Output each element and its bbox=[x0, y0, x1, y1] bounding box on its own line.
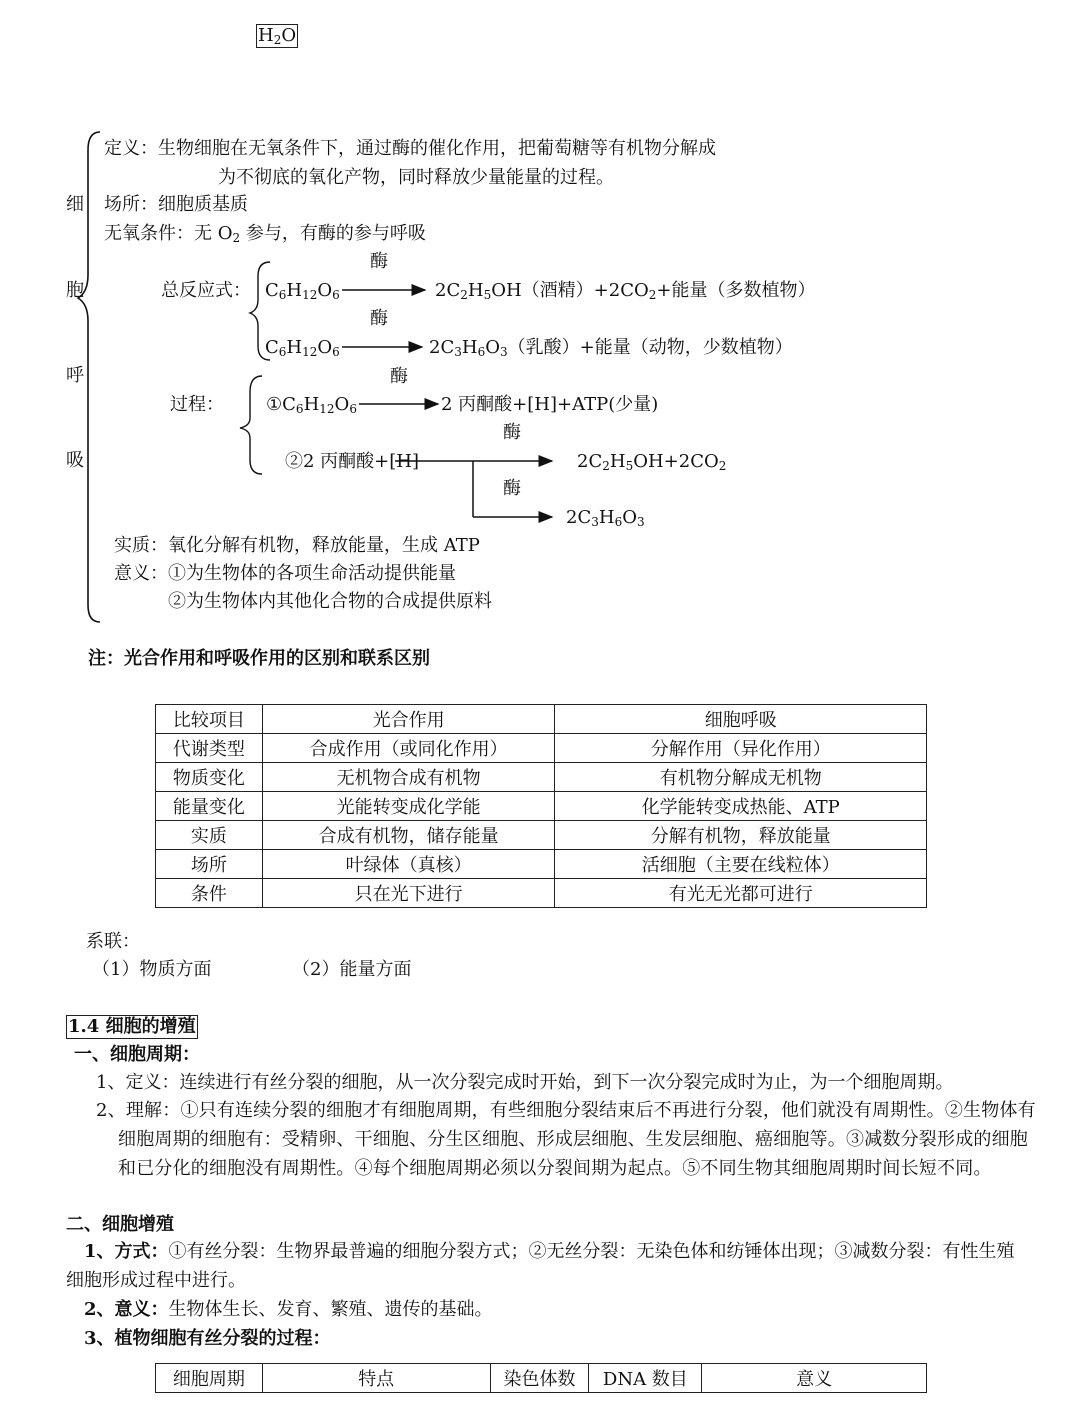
condition-text: 无氧条件：无 $O_2$ 参与，有酶的参与呼吸 bbox=[104, 223, 426, 245]
meaning-text: 生物体生长、发育、繁殖、遗传的基础。 bbox=[168, 1299, 493, 1320]
process-step-2-product-2: $2C_3H_6O_3$ bbox=[566, 507, 645, 529]
process-step-2-product-1: $2C_2H_5OH+2CO_2$ bbox=[577, 451, 727, 473]
table-cell: 有光无光都可进行 bbox=[555, 879, 927, 908]
table-row bbox=[156, 734, 927, 763]
table-header-cell: 细胞呼吸 bbox=[555, 705, 927, 734]
method-text: ①有丝分裂：生物界最普遍的细胞分裂方式；②无丝分裂：无染色体和纺锤体出现；③减数分裂：有性生殖细胞形成过程中进行。 bbox=[66, 1241, 1015, 1291]
section-title: 1.4 细胞的增殖 bbox=[68, 1016, 196, 1037]
table-cell: 化学能转变成热能、ATP bbox=[555, 792, 927, 821]
vertical-title-char-3: 呼 bbox=[66, 365, 84, 386]
table-header-cell: 意义 bbox=[702, 1364, 927, 1393]
table-cell: 分解有机物，释放能量 bbox=[555, 821, 927, 850]
table-cell: 场所 bbox=[156, 850, 263, 879]
vertical-title-char-4: 吸 bbox=[66, 450, 84, 471]
table-header-row bbox=[156, 705, 927, 734]
process-label: 过程： bbox=[170, 394, 224, 415]
table-header-cell: 细胞周期 bbox=[156, 1364, 263, 1393]
table-header-cell: 光合作用 bbox=[262, 705, 555, 734]
significance-line-1: 意义：①为生物体的各项生命活动提供能量 bbox=[114, 563, 456, 584]
enzyme-label-2: 酶 bbox=[370, 308, 388, 329]
location-text: 场所：细胞质基质 bbox=[104, 194, 248, 215]
table-cell: 条件 bbox=[156, 879, 263, 908]
proliferation-meaning bbox=[84, 1299, 493, 1321]
mitosis-process-heading: 3、植物细胞有丝分裂的过程： bbox=[84, 1328, 331, 1349]
mitosis-table bbox=[155, 1363, 927, 1393]
table-row bbox=[156, 879, 927, 908]
enzyme-label-4: 酶 bbox=[503, 422, 521, 443]
meaning-label: 2、意义： bbox=[84, 1299, 169, 1320]
note-title: 注：光合作用和呼吸作用的区别和联系区别 bbox=[88, 648, 430, 669]
table-cell: 无机物合成有机物 bbox=[262, 763, 555, 792]
relation-item-1: （1）物质方面 bbox=[92, 959, 212, 980]
table-cell: 物质变化 bbox=[156, 763, 263, 792]
product-alcohol: $2C_2H_5OH$（酒精）$+2CO_2+$能量（多数植物） bbox=[435, 280, 816, 302]
table-cell: 合成有机物，储存能量 bbox=[262, 821, 555, 850]
relation-title: 系联： bbox=[86, 931, 140, 952]
process-brace bbox=[240, 376, 262, 474]
table-cell: 分解作用（异化作用） bbox=[555, 734, 927, 763]
table-row bbox=[156, 792, 927, 821]
table-header-cell: 比较项目 bbox=[156, 705, 263, 734]
reactant-glucose-1: $C_6H_{12}O_6$ bbox=[265, 280, 340, 302]
total-reaction-label: 总反应式： bbox=[161, 280, 251, 301]
vertical-title-char-2: 胞 bbox=[66, 280, 84, 301]
table-header-row bbox=[156, 1364, 927, 1393]
table-cell: 代谢类型 bbox=[156, 734, 263, 763]
table-cell: 能量变化 bbox=[156, 792, 263, 821]
cell-cycle-definition: 1、定义：连续进行有丝分裂的细胞，从一次分裂完成时开始，到下一次分裂完成时为止，为一个细胞周期。 bbox=[96, 1072, 954, 1093]
h2o-label: $H_2O$ bbox=[258, 25, 297, 47]
process-step-1: $①C_6H_{12}O_6$ bbox=[266, 394, 357, 416]
table-cell: 只在光下进行 bbox=[262, 879, 555, 908]
table-row bbox=[156, 850, 927, 879]
enzyme-label-1: 酶 bbox=[370, 251, 388, 272]
product-lactic-acid: $2C_3H_6O_3$（乳酸）+能量（动物，少数植物） bbox=[429, 337, 793, 359]
relation-item-2: （2）能量方面 bbox=[292, 959, 412, 980]
significance-line-2: ②为生物体内其他化合物的合成提供原料 bbox=[168, 591, 492, 612]
comparison-table bbox=[155, 704, 927, 908]
method-label: 1、方式： bbox=[84, 1241, 169, 1262]
table-header-cell: DNA 数目 bbox=[589, 1364, 702, 1393]
table-row bbox=[156, 821, 927, 850]
proliferation-heading: 二、细胞增殖 bbox=[66, 1214, 174, 1235]
proliferation-method bbox=[66, 1237, 1020, 1295]
definition-line-1: 定义：生物细胞在无氧条件下，通过酶的催化作用，把葡萄糖等有机物分解成 bbox=[104, 138, 716, 159]
enzyme-label-3: 酶 bbox=[390, 366, 408, 387]
table-cell: 实质 bbox=[156, 821, 263, 850]
table-header-cell: 特点 bbox=[262, 1364, 490, 1393]
definition-line-2: 为不彻底的氧化产物，同时释放少量能量的过程。 bbox=[218, 167, 614, 188]
cell-cycle-heading: 一、细胞周期： bbox=[74, 1044, 200, 1065]
cell-cycle-understanding: 2、理解：①只有连续分裂的细胞才有细胞周期，有些细胞分裂结束后不再进行分裂，他们就没有周期性。②生物体有细胞周期的细胞有：受精卵、干细胞、分生区细胞、形成层细胞、生发层细胞、癌细胞等。③减数分裂形成的细胞和已分化的细胞没有周期性。④每个细胞周期必须以分裂间期为起点。⑤不同生物其细胞周期时间长短不同。 bbox=[96, 1100, 1036, 1179]
table-row bbox=[156, 763, 927, 792]
table-cell: 光能转变成化学能 bbox=[262, 792, 555, 821]
reactant-glucose-2: $C_6H_{12}O_6$ bbox=[265, 337, 340, 359]
enzyme-label-5: 酶 bbox=[503, 478, 521, 499]
process-step-1-product: 2 丙酮酸+[H]+ATP(少量) bbox=[441, 394, 659, 415]
table-cell: 有机物分解成无机物 bbox=[555, 763, 927, 792]
table-cell: 叶绿体（真核） bbox=[262, 850, 555, 879]
table-cell: 活细胞（主要在线粒体） bbox=[555, 850, 927, 879]
process-step-2: ②2 丙酮酸+[H] bbox=[285, 451, 419, 472]
essence-text: 实质：氧化分解有机物，释放能量，生成 ATP bbox=[114, 535, 480, 556]
table-header-cell: 染色体数 bbox=[490, 1364, 589, 1393]
vertical-title-char-1: 细 bbox=[66, 194, 84, 215]
table-cell: 合成作用（或同化作用） bbox=[262, 734, 555, 763]
